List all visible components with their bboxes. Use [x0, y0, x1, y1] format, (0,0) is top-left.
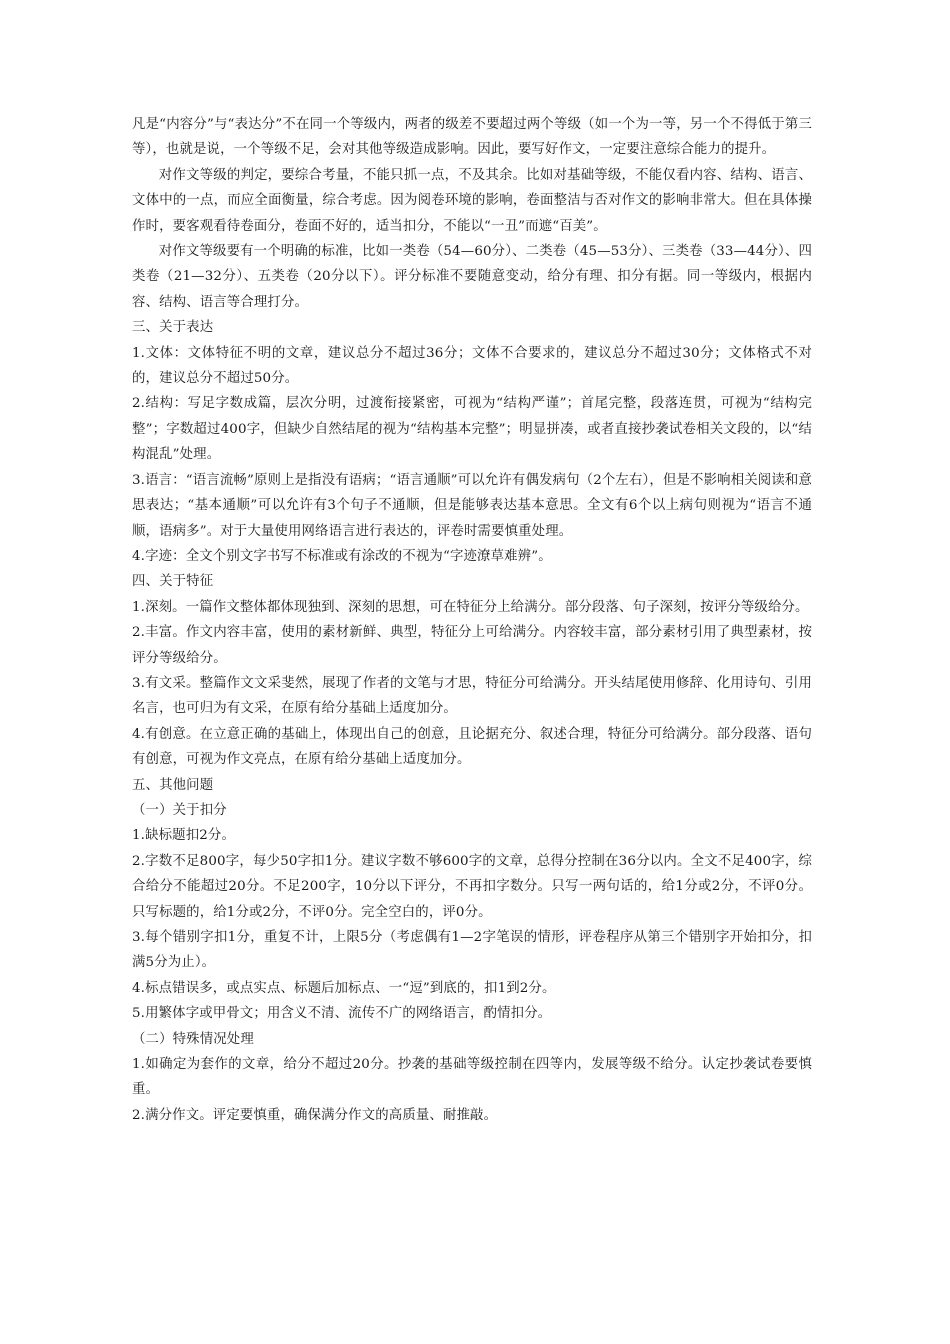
list-item: 1.文体：文体特征不明的文章，建议总分不超过36分；文体不合要求的，建议总分不超过30分；文体格式不对的，建议总分不超过50分。 — [132, 345, 812, 387]
paragraph-level-standard: 对作文等级要有一个明确的标准，比如一类卷（54—60分）、二类卷（45—53分）、三类卷（33—44分）、四类卷（21—32分）、五类卷（20分以下）。评分标准不要随意变动，给分有理、扣分有据。同一等级内，根据内容、结构、语言等合理打分。 — [132, 244, 812, 310]
list-item: 4.标点错误多，或点实点、标题后加标点、一“逗”到底的，扣1到2分。 — [132, 980, 556, 996]
list-item: 5.用繁体字或甲骨文；用含义不清、流传不广的网络语言，酌情扣分。 — [132, 1006, 552, 1022]
paragraph-level-gap: 凡是“内容分”与“表达分”不在同一个等级内，两者的级差不要超过两个等级（如一个为一等，另一个不得低于第三等），也就是说，一个等级不足，会对其他等级造成影响。因此，要写好作文，一定要注意综合能力的提升。 — [132, 117, 812, 158]
list-item: 2.结构：写足字数成篇，层次分明，过渡衔接紧密，可视为“结构严谨”；首尾完整，段落连贯，可视为“结构完整”；字数超过400字，但缺少自然结尾的视为“结构基本完整”；明显拼凑，或者直接抄袭试卷相关文段的，以“结构混乱”处理。 — [132, 396, 812, 463]
list-item: 3.每个错别字扣1分，重复不计，上限5分（考虑偶有1—2字笔误的情形，评卷程序从第三个错别字开始扣分，扣满5分为止）。 — [132, 930, 812, 971]
subsection-heading-special-cases: （二）特殊情况处理 — [132, 1031, 254, 1047]
list-item: 2.丰富。作文内容丰富，使用的素材新鲜、典型，特征分上可给满分。内容较丰富，部分素材引用了典型素材，按评分等级给分。 — [132, 625, 812, 666]
list-item: 1.如确定为套作的文章，给分不超过20分。抄袭的基础等级控制在四等内，发展等级不给分。认定抄袭试卷要慎重。 — [132, 1057, 812, 1098]
list-item: 4.有创意。在立意正确的基础上，体现出自己的创意，且论据充分、叙述合理，特征分可给满分。部分段落、语句有创意，可视为作文亮点，在原有给分基础上适度加分。 — [132, 726, 812, 768]
list-item: 2.字数不足800字，每少50字扣1分。建议字数不够600字的文章，总得分控制在36分以内。全文不足400字，综合给分不能超过20分。不足200字，10分以下评分，不再扣字数分。只写一两句话的，给1分或2分，不评0分。只写标题的，给1分或2分，不评0分。完全空白的，评0分。 — [132, 853, 812, 920]
list-item: 3.有文采。整篇作文文采斐然，展现了作者的文笔与才思，特征分可给满分。开头结尾使用修辞、化用诗句、引用名言，也可归为有文采，在原有给分基础上适度加分。 — [132, 675, 812, 717]
list-item: 3.语言：“语言流畅”原则上是指没有语病；“语言通顺”可以允许有偶发病句（2个左右），但是不影响相关阅读和意思表达；“基本通顺”可以允许有3个句子不通顺，但是能够表达基本意思。全文有6个以上病句则视为“语言不通顺，语病多”。对于大量使用网络语言进行表达的，评卷时需要慎重处理。 — [132, 472, 812, 539]
document-body — [132, 112, 812, 1128]
subsection-heading-deductions: （一）关于扣分 — [132, 802, 227, 818]
list-item: 1.缺标题扣2分。 — [132, 828, 235, 844]
section-heading-other: 五、其他问题 — [132, 777, 214, 793]
section-heading-features: 四、关于特征 — [132, 574, 214, 590]
list-item: 2.满分作文。评定要慎重，确保满分作文的高质量、耐推敲。 — [132, 1107, 498, 1123]
paragraph-level-judgement: 对作文等级的判定，要综合考量，不能只抓一点，不及其余。比如对基础等级，不能仅看内容、结构、语言、文体中的一点，而应全面衡量，综合考虑。因为阅卷环境的影响，卷面整洁与否对作文的影响非常大。但在具体操作时，要客观看待卷面分，卷面不好的，适当扣分，不能以“一丑”而遮“百美”。 — [132, 167, 812, 234]
list-item: 4.字迹：全文个别文字书写不标准或有涂改的不视为“字迹潦草难辨”。 — [132, 548, 552, 564]
section-heading-expression: 三、关于表达 — [132, 320, 214, 336]
list-item: 1.深刻。一篇作文整体都体现独到、深刻的思想，可在特征分上给满分。部分段落、句子深刻，按评分等级给分。 — [132, 599, 809, 615]
